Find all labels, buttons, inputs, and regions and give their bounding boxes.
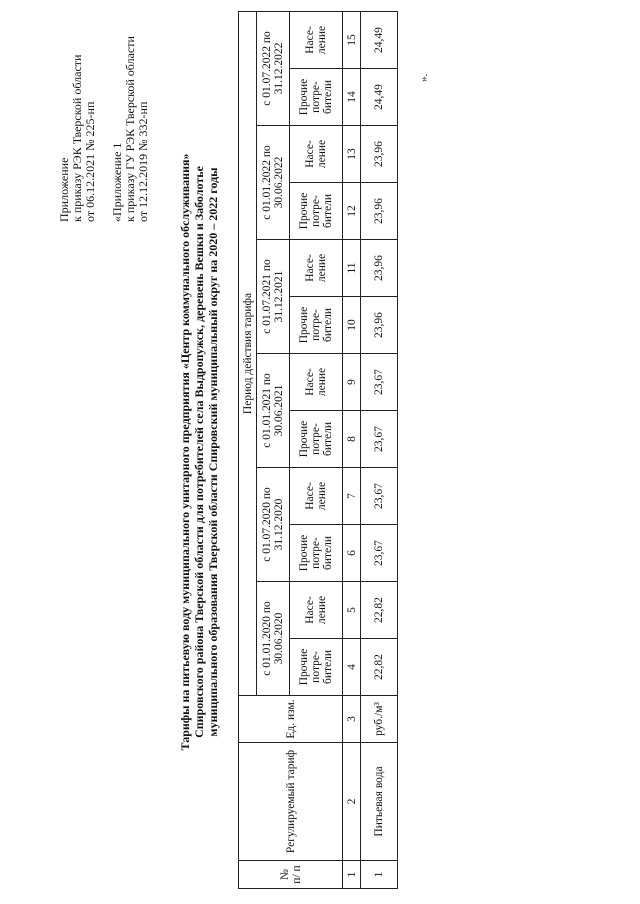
row-tariff: Питьевая вода	[361, 743, 398, 861]
header-tariff: Регулируемый тариф	[239, 743, 343, 861]
tariff-value: 23,96	[361, 183, 398, 240]
column-number: 6	[343, 525, 361, 582]
header-num: № п/ п	[239, 861, 343, 889]
subheader-population: Насе-ление	[290, 126, 343, 183]
appendix-line: от 06.12.2021 № 225-нп	[83, 101, 97, 222]
row-num: 1	[361, 861, 398, 889]
tariff-value: 23,96	[361, 126, 398, 183]
subheader-population: Насе-ление	[290, 12, 343, 69]
subheader-population: Насе-ление	[290, 582, 343, 639]
column-number: 9	[343, 354, 361, 411]
column-number: 5	[343, 582, 361, 639]
column-number: 14	[343, 69, 361, 126]
period-header: с 01.07.2022 по 31.12.2022	[257, 12, 290, 126]
column-number-row	[343, 12, 361, 889]
column-number: 12	[343, 183, 361, 240]
column-number: 10	[343, 297, 361, 354]
subheader-other: Прочие потре-бители	[290, 639, 343, 696]
tariff-value: 23,67	[361, 411, 398, 468]
table-row	[361, 12, 398, 889]
appendix-line: Приложение	[57, 157, 71, 222]
subheader-other: Прочие потре-бители	[290, 69, 343, 126]
tariff-value: 22,82	[361, 639, 398, 696]
header-period: Период действия тарифа	[239, 12, 257, 696]
title-line: Спировского района Тверской области для потребителей села Выдропужск, деревень Вешки и Заболотье	[192, 166, 206, 738]
appendix-line: к приказу РЭК Тверской области	[70, 54, 84, 222]
subheader-population: Насе-ление	[290, 240, 343, 297]
appendix-line: от 12.12.2019 № 332-нп	[136, 101, 150, 222]
period-header: с 01.01.2022 по 30.06.2022	[257, 126, 290, 240]
column-number: 15	[343, 12, 361, 69]
title-line: муниципального образования Тверской области Спировский муниципальный округ на 2020 – 2022 годы	[206, 167, 220, 737]
column-number: 8	[343, 411, 361, 468]
document-title	[178, 10, 220, 894]
appendix-header	[58, 2, 150, 222]
tariff-value: 23,67	[361, 468, 398, 525]
period-header: с 01.01.2020 по 30.06.2020	[257, 582, 290, 696]
period-header: с 01.07.2021 по 31.12.2021	[257, 240, 290, 354]
appendix-line: к приказу ГУ РЭК Тверской области	[123, 36, 137, 222]
column-number: 3	[343, 696, 361, 743]
appendix-line: «Приложение 1	[110, 142, 124, 222]
header-unit: Ед. изм.	[239, 696, 343, 743]
subheader-other: Прочие потре-бители	[290, 183, 343, 240]
row-unit: руб./м³	[361, 696, 398, 743]
subheader-other: Прочие потре-бители	[290, 297, 343, 354]
title-line: Тарифы на питьевую воду муниципального унитарного предприятия «Центр коммунального обслуживания»	[178, 153, 192, 751]
tariff-value: 22,82	[361, 582, 398, 639]
column-number: 1	[343, 861, 361, 889]
subheader-other: Прочие потре-бители	[290, 411, 343, 468]
period-header: с 01.07.2020 по 31.12.2020	[257, 468, 290, 582]
column-number: 4	[343, 639, 361, 696]
column-number: 7	[343, 468, 361, 525]
tariff-value: 23,96	[361, 297, 398, 354]
closing-quote: ».	[418, 73, 430, 82]
tariff-value: 23,67	[361, 525, 398, 582]
column-number: 13	[343, 126, 361, 183]
subheader-other: Прочие потре-бители	[290, 525, 343, 582]
subheader-population: Насе-ление	[290, 354, 343, 411]
tariff-table	[238, 11, 398, 889]
column-number: 11	[343, 240, 361, 297]
tariff-value: 24,49	[361, 69, 398, 126]
tariff-value: 23,96	[361, 240, 398, 297]
period-header: с 01.01.2021 по 30.06.2021	[257, 354, 290, 468]
column-number: 2	[343, 743, 361, 861]
subheader-population: Насе-ление	[290, 468, 343, 525]
tariff-value: 24,49	[361, 12, 398, 69]
tariff-value: 23,67	[361, 354, 398, 411]
